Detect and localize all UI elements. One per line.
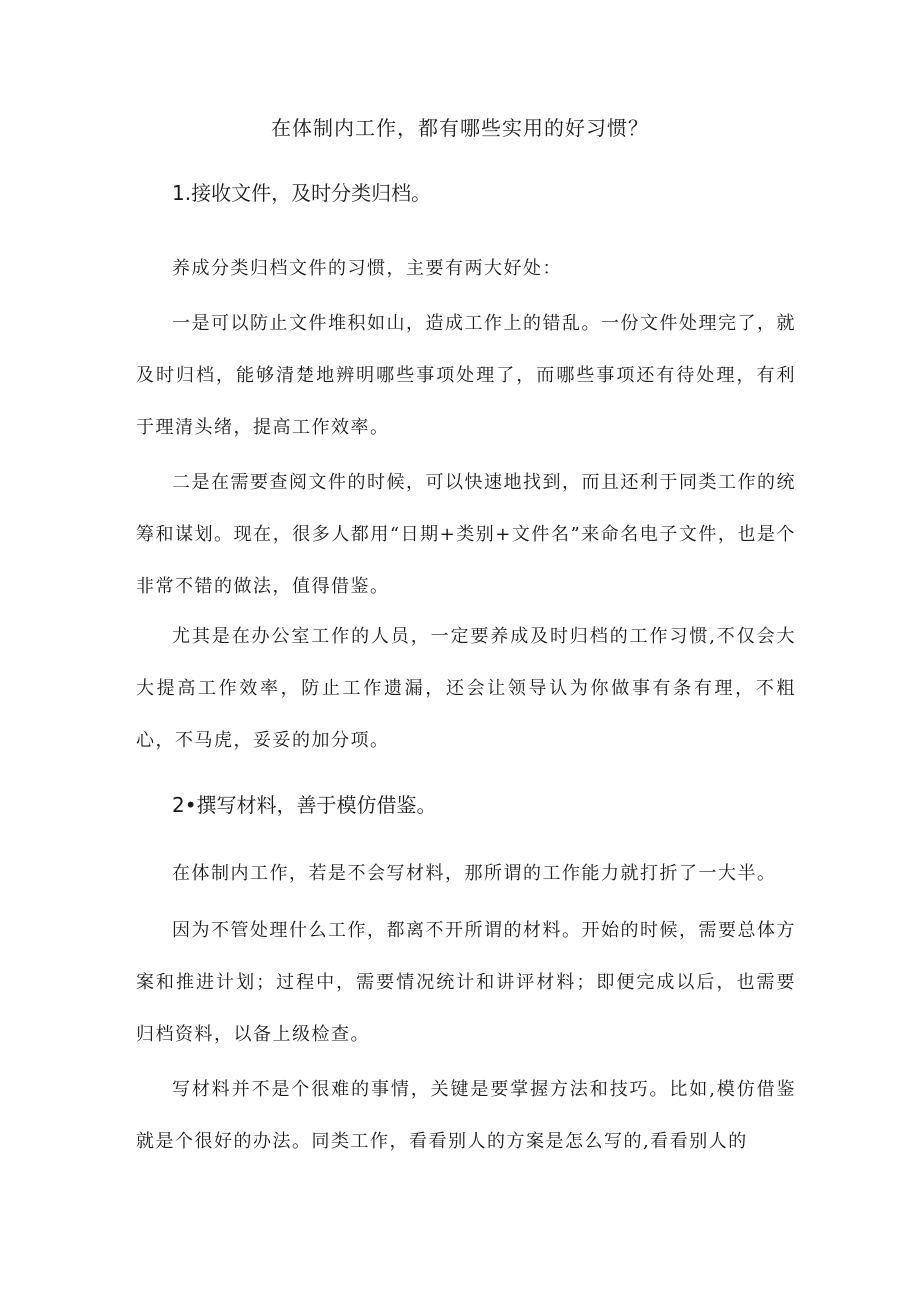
section-1-heading: 1.接收文件，及时分类归档。 [172, 181, 432, 205]
section-1-paragraph-4: 尤其是在办公室工作的人员，一定要养成及时归档的工作习惯,不仅会大大提高工作效率，防止工作遗漏，还会让领导认为你做事有条有理，不粗心，不马虎，妥妥的加分项。 [136, 626, 796, 751]
section-1-paragraph-1: 养成分类归档文件的习惯，主要有两大好处： [172, 258, 562, 279]
section-2-paragraph-3: 写材料并不是个很难的事情，关键是要掌握方法和技巧。比如,模仿借鉴就是个很好的办法。同类工作，看看别人的方案是怎么写的,看看别人的 [136, 1079, 796, 1152]
section-2-heading: 2•撰写材料，善于模仿借鉴。 [172, 793, 437, 817]
section-1-paragraph-3: 二是在需要查阅文件的时候，可以快速地找到，而且还利于同类工作的统筹和谋划。现在，很多人都用“日期+类别+文件名”来命名电子文件，也是个非常不错的做法，值得借鉴。 [136, 472, 796, 597]
section-2-paragraph-2: 因为不管处理什么工作，都离不开所谓的材料。开始的时候，需要总体方案和推进计划；过程中，需要情况统计和讲评材料；即便完成以后，也需要归档资料，以备上级检查。 [136, 920, 796, 1045]
section-1-paragraph-2: 一是可以防止文件堆积如山，造成工作上的错乱。一份文件处理完了，就及时归档，能够清楚地辨明哪些事项处理了，而哪些事项还有待处理，有利于理清头绪，提高工作效率。 [136, 313, 796, 438]
section-2-paragraph-1: 在体制内工作，若是不会写材料，那所谓的工作能力就打折了一大半。 [172, 863, 777, 884]
document-title: 在体制内工作，都有哪些实用的好习惯？ [271, 116, 649, 140]
